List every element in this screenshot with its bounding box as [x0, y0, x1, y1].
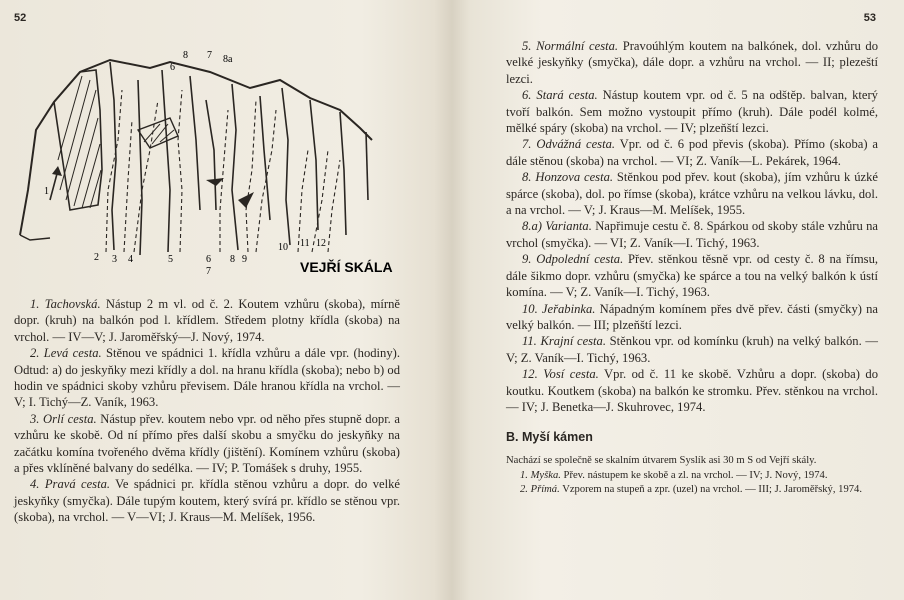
route-entry: [14, 296, 400, 345]
route-description: Nástup koutem vpr. od č. 5 na odštěp. balvan, který tvoří balkón. Sem možno vystoupit přímo (kruh). Dále podél kolmé, mělké spáry (skoba) na vrchol. — IV; plzeňští lezci.: [506, 88, 878, 136]
route-name: Levá cesta.: [43, 346, 102, 361]
route-entry: [506, 169, 878, 218]
route-entry: [506, 469, 878, 482]
route-entry: [506, 136, 878, 169]
route-number: 11.: [522, 334, 537, 349]
right-route-list: [506, 38, 878, 496]
piton-marker: [206, 178, 224, 186]
route-name: Normální cesta.: [536, 39, 619, 53]
route-description: Přev. nástupem ke skobě a zl. na vrchol. — IV; J. Nový, 1974.: [560, 470, 828, 482]
route-number: 7.: [522, 137, 532, 152]
arrow-label: 1: [44, 186, 49, 197]
label-top-6: 6: [170, 62, 175, 73]
topo-sketch: [10, 40, 430, 280]
route-name: Varianta.: [545, 219, 592, 234]
label-bottom-5: 5: [168, 254, 173, 265]
route-number: 5.: [522, 39, 532, 53]
label-bottom-6: 6: [206, 254, 211, 265]
route-name: Přímá.: [530, 483, 560, 495]
label-bottom-7: 7: [206, 266, 211, 277]
route-entry: [506, 87, 878, 136]
section-heading: B. Myší kámen: [506, 430, 593, 445]
rock-base-left: [20, 235, 50, 240]
route-description: Vzporem na stupeň a zpr. (uzel) na vrchol. — III; J. Jaroměřský, 1974.: [559, 483, 862, 495]
arrow-head-icon: [52, 166, 62, 176]
route-description: Napřimuje cestu č. 8. Spárkou od skoby stále vzhůru na vrchol (smyčka). — VI; Z. Vaník—I. Tichý, 1963.: [506, 219, 878, 250]
section-intro: Nachází se společně se skalním útvarem Syslík asi 30 m S od Vejří skály.: [506, 454, 817, 466]
route-description: Stěnou ve spádnici 1. křídla vzhůru a dále vpr. (hodiny). Odtud: a) do jeskyňky mezi křídly a dol. na hranu křídla (skoba); nebo b) od hodin ve spádnici skoby vzhůru převisem. Dále hranou křídla na vrchol. — V; I. Tichý—Z. Vaník, 1963.: [14, 346, 400, 410]
route-name: Tachovská.: [44, 297, 101, 311]
route-entry: [506, 333, 878, 366]
route-number: 9.: [522, 252, 532, 267]
route-number: 2.: [30, 346, 40, 361]
route-entry: [506, 301, 878, 334]
label-bottom-10: 10: [278, 242, 288, 253]
hatched-rock-wing: [54, 70, 102, 210]
route-name: Krajní cesta.: [540, 334, 607, 349]
route-description: Stěnkou vpr. od komínku (kruh) na velký balkón. — V; Z. Vaník—I. Tichý, 1963.: [506, 334, 878, 365]
route-entry: [14, 476, 400, 525]
label-bottom-12: 12: [316, 238, 326, 249]
route-description: Přev. stěnkou těsně vpr. od cesty č. 8 na římsu, dále šikmo dopr. vzhůru (smyčka) ke spárce a tou na velký balkón k ústí komína. — V; Z. Vaník—I. Tichý, 1963.: [506, 252, 879, 300]
route-name: Myška.: [530, 470, 561, 482]
diagram-title: VEJŘÍ SKÁLA: [300, 259, 393, 275]
label-bottom-3: 3: [112, 254, 117, 265]
label-top-7: 7: [207, 50, 212, 61]
route-entry: [14, 345, 400, 411]
route-description: Nástup přev. koutem nebo vpr. od něho přes stupně dopr. a vzhůru ke skobě. Od ní přímo přes další skobu a smyčku do jeskyňky na začátku komína tvořeného dvěma křídly (jištění). Komínem vzhůru (skoba) a přes vklíněné balvany do sedélka. — IV; P. Tomášek s druhy, 1955.: [14, 411, 401, 476]
route-name: Pravá cesta.: [44, 477, 111, 492]
route-number: 2.: [520, 483, 528, 495]
section-b-body: [506, 454, 878, 496]
route-number: 1.: [30, 297, 40, 311]
route-name: Stará cesta.: [536, 88, 598, 103]
route-number: 1.: [520, 470, 528, 482]
right-page: [452, 0, 904, 600]
route-description: Pravoúhlým koutem na balkónek, dol. vzhůru do velké jeskyňky (smyčka), dále dopr. a vzhůru na vrchol. — II; plezeští lezci.: [506, 39, 878, 86]
label-bottom-4: 4: [128, 254, 133, 265]
route-name: Odvážná cesta.: [536, 137, 616, 152]
route-number: 8.: [522, 170, 532, 185]
label-bottom-9: 9: [242, 254, 247, 265]
page-number-right: 53: [863, 12, 876, 24]
left-route-list: [14, 296, 400, 526]
label-bottom-11: 11: [300, 238, 310, 249]
route-entry: [506, 366, 878, 415]
route-number: 6.: [522, 88, 532, 103]
route-entry: [506, 483, 878, 496]
label-bottom-2: 2: [94, 252, 99, 263]
route-entry: [506, 38, 878, 87]
route-description: Vpr. od č. 11 ke skobě. Vzhůru a dopr. (skoba) do koutku. Koutkem (skoba) na balkón ke stromku. Přev. stěnkou na vrchol. — IV; J. Benetka—J. Skuhrovec, 1974.: [506, 367, 878, 414]
route-description: Ve spádnici pr. křídla stěnou vzhůru a dopr. do velké jeskyňky (smyčka). Dále tupým koutem, který svírá pr. křídlo se stěnou vpr. (skoba), na vrchol. — V—VI; J. Kraus—M. Melíšek, 1956.: [14, 477, 401, 525]
route-number: 8.a): [522, 219, 542, 234]
route-description: Nástup 2 m vl. od č. 2. Koutem vzhůru (skoba), mírně dopr. (kruh) na balkón pod l. křídlem. Středem plotny křídla (skoba) na vrchol. — IV—V; J. Jaroměřský—J. Nový, 1974.: [14, 297, 400, 344]
route-number: 10.: [522, 301, 538, 316]
route-entry: [506, 218, 878, 251]
route-entry: [506, 251, 878, 300]
route-name: Odpolední cesta.: [536, 252, 624, 267]
route-description: Stěnkou pod přev. kout (skoba), jím vzhůru k úzké spárce (skoba), dol. po římse (skoba), krátce vzhůru na velkou lávku, dol. a na vrchol. — V; J. Kraus—M. Melíšek, 1955.: [506, 170, 878, 218]
hatched-balcony: [138, 118, 178, 148]
label-top-8: 8: [183, 50, 188, 61]
route-entry: [14, 411, 400, 477]
route-name: Orlí cesta.: [43, 411, 97, 426]
route-number: 12.: [522, 367, 538, 382]
route-name: Jeřabinka.: [541, 301, 596, 316]
rock-topo-diagram: [10, 40, 430, 280]
label-top-8a: 8a: [223, 54, 233, 65]
label-bottom-8: 8: [230, 254, 235, 265]
route-description: Nápadným komínem přes dvě přev. části (smyčky) na velký balkón. — III; plzeňští lezci.: [506, 301, 878, 332]
route-number: 4.: [30, 477, 40, 492]
route-description: Vpr. od č. 6 pod převis (skoba). Přímo (skoba) a dále stěnou (skoba) na vrchol. — VI; Z. Vaník—L. Pekárek, 1964.: [506, 137, 878, 168]
page-number-left: 52: [14, 12, 27, 24]
route-name: Honzova cesta.: [535, 170, 614, 185]
route-name: Vosí cesta.: [543, 367, 599, 382]
piton-marker: [238, 192, 254, 208]
route-number: 3.: [30, 411, 40, 426]
